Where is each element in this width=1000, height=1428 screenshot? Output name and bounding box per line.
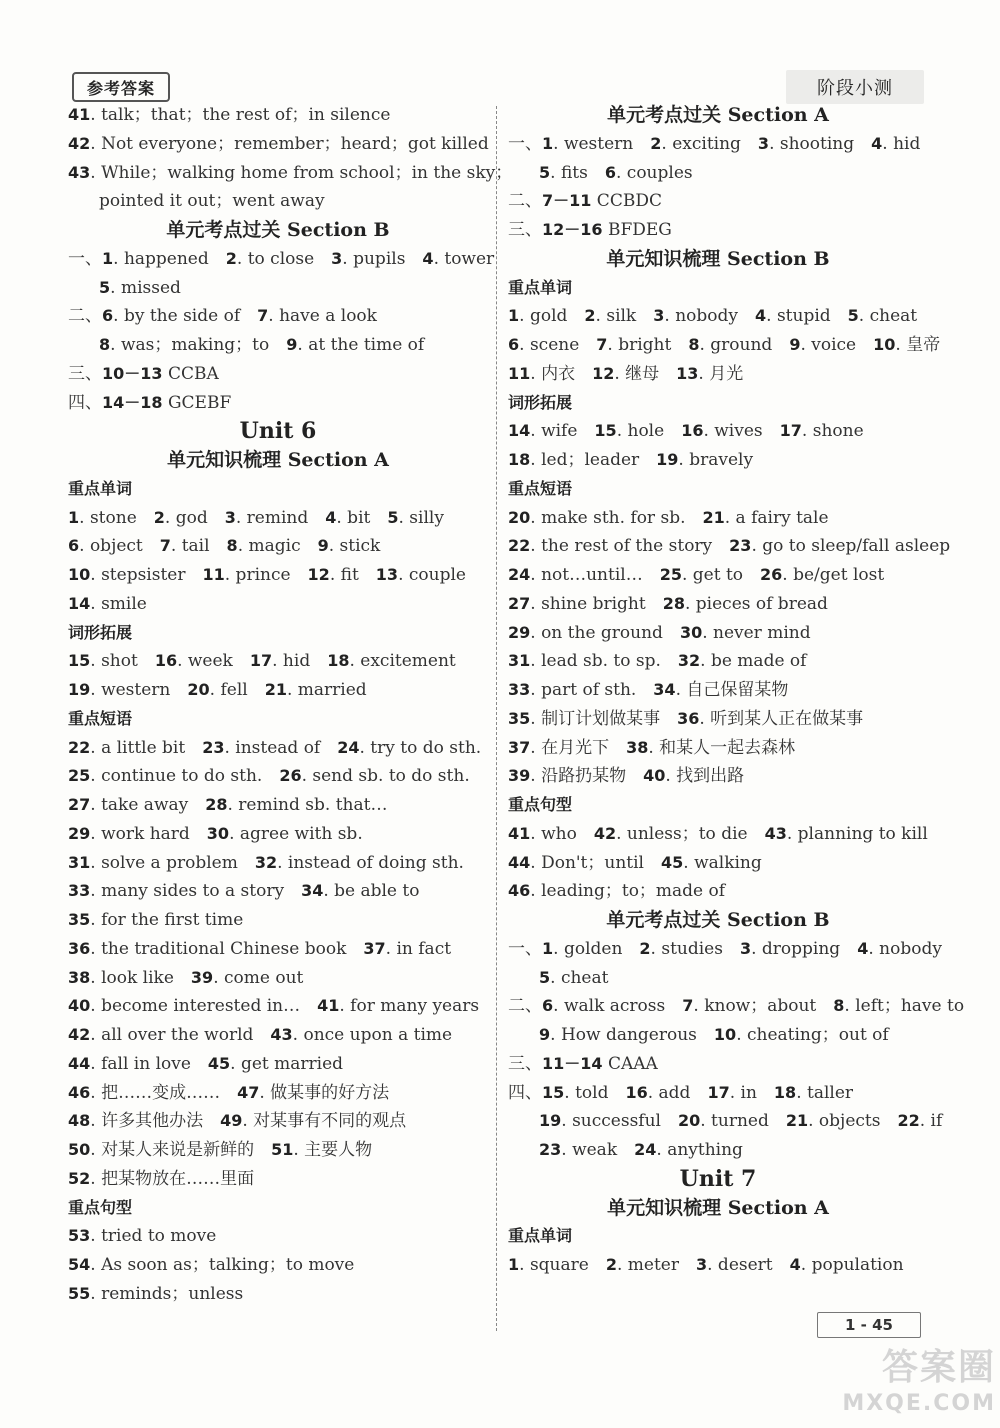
section-title: 单元考点过关 Section B (166, 219, 390, 241)
answer-line: 二、6. by the side of 7. have a look (68, 306, 377, 327)
answer-line: 5. missed (99, 277, 181, 298)
column-divider (496, 106, 497, 1331)
answer-line: 31. lead sb. to sp. 32. be made of (508, 651, 807, 672)
answer-line: 四、15. told 16. add 17. in 18. taller (508, 1082, 854, 1103)
answer-line: 6. object 7. tail 8. magic 9. stick (68, 536, 381, 557)
answer-line: 8. was；making；to 9. at the time of (99, 335, 425, 355)
section-title: 单元考点过关 Section A (607, 104, 829, 126)
answer-line: 一、1. western 2. exciting 3. shooting 4. hid (508, 133, 921, 154)
unit-heading: Unit 7 (679, 1165, 757, 1192)
section-title: 单元知识梳理 Section A (607, 1196, 829, 1219)
answer-line: 1. stone 2. god 3. remind 4. bit 5. silly (68, 507, 444, 528)
answer-line: 48. 许多其他办法 49. 对某事有不同的观点 (68, 1111, 407, 1132)
answer-line: 18. led；leader 19. bravely (508, 450, 754, 470)
section-title: 单元知识梳理 Section A (167, 449, 389, 471)
left-column (68, 101, 513, 1309)
answer-line: 40. become interested in… 41. for many years (68, 996, 480, 1017)
watermark-cn: 答案圈 (881, 1347, 996, 1388)
answer-line: 10. stepsister 11. prince 12. fit 13. couple (68, 565, 466, 585)
answer-line: 37. 在月光下 38. 和某人一起去森林 (508, 737, 796, 758)
answer-line: 53. tried to move (68, 1226, 217, 1247)
answer-line: 25. continue to do sth. 26. send sb. to do sth. (68, 766, 470, 787)
answer-line: 22. a little bit 23. instead of 24. try to do sth. (68, 737, 482, 758)
category-label: 重点短语 (508, 478, 573, 498)
answer-line: 38. look like 39. come out (68, 967, 304, 988)
answer-line: 55. reminds；unless (68, 1283, 244, 1304)
answer-line: 46. leading；to；made of (508, 881, 726, 902)
category-label: 词形拓展 (68, 622, 133, 642)
answer-line: 一、1. happened 2. to close 3. pupils 4. tower (68, 248, 495, 269)
section-title: 单元考点过关 Section B (606, 909, 830, 931)
answer-line: 19. successful 20. turned 21. objects 22. if (539, 1111, 943, 1132)
answer-line: 三、10－13 CCBA (68, 363, 219, 384)
answer-line: 43. While；walking home from school；in the sky； (68, 162, 513, 183)
answer-line: 22. the rest of the story 23. go to sleep/fall asleep (508, 536, 951, 557)
category-label: 重点句型 (68, 1197, 133, 1217)
unit-heading: Unit 6 (239, 418, 317, 445)
answer-line: 27. shine bright 28. pieces of bread (508, 593, 828, 614)
right-column (508, 101, 965, 1280)
answer-line: 39. 沿路扔某物 40. 找到出路 (508, 766, 745, 787)
answer-line: 44. Don't；until 45. walking (508, 852, 762, 873)
page-number: 1 - 45 (817, 1312, 921, 1338)
answer-line: 14. smile (68, 593, 147, 614)
answer-line: 24. not…until… 25. get to 26. be/get lost (508, 565, 885, 585)
answer-line: 5. cheat (539, 967, 609, 988)
answer-line: 31. solve a problem 32. instead of doing sth. (68, 852, 464, 873)
answer-line: 9. How dangerous 10. cheating；out of (539, 1025, 889, 1045)
answer-line: 42. all over the world 43. once upon a time (68, 1025, 453, 1045)
answer-line: 23. weak 24. anything (539, 1140, 743, 1160)
answer-line: 二、7－11 CCBDC (508, 191, 662, 212)
answer-line: 33. many sides to a story 34. be able to (68, 881, 420, 902)
category-label: 重点单词 (68, 478, 133, 498)
answer-line: 36. the traditional Chinese book 37. in fact (68, 938, 452, 959)
answer-line: 41. talk；that；the rest of；in silence (68, 105, 391, 125)
answer-line: 29. work hard 30. agree with sb. (68, 823, 363, 844)
answer-line: 41. who 42. unless；to die 43. planning to kill (508, 823, 928, 844)
section-title: 单元知识梳理 Section B (606, 247, 830, 270)
answer-line: 三、11－14 CAAA (508, 1053, 658, 1074)
answer-line: 35. 制订计划做某事 36. 听到某人正在做某事 (508, 708, 864, 729)
answer-line: 1. gold 2. silk 3. nobody 4. stupid 5. cheat (508, 306, 918, 327)
answer-line: 42. Not everyone；remember；heard；got killed (68, 133, 489, 154)
answer-line: 27. take away 28. remind sb. that… (68, 795, 388, 815)
category-label: 重点短语 (68, 708, 133, 728)
answer-line: 35. for the first time (68, 910, 244, 930)
answer-line: 44. fall in love 45. get married (68, 1053, 344, 1074)
answer-line: 四、14－18 GCEBF (68, 392, 232, 413)
answer-line: 一、1. golden 2. studies 3. dropping 4. nobody (508, 938, 942, 959)
answer-line: pointed it out；went away (99, 191, 325, 212)
answer-line: 5. fits 6. couples (539, 162, 693, 183)
answer-line: 三、12－16 BFDEG (508, 220, 672, 240)
answer-key-label: 参考答案 (72, 72, 170, 102)
answer-line: 19. western 20. fell 21. married (68, 680, 367, 700)
answer-line: 11. 内衣 12. 继母 13. 月光 (508, 363, 744, 384)
answer-line: 二、6. walk across 7. know；about 8. left；have to (508, 996, 965, 1017)
answer-line: 52. 把某物放在……里面 (68, 1168, 255, 1189)
category-label: 重点单词 (508, 277, 573, 297)
answer-line: 20. make sth. for sb. 21. a fairy tale (508, 507, 829, 528)
category-label: 词形拓展 (508, 392, 573, 412)
watermark (842, 1340, 996, 1424)
answer-line: 50. 对某人来说是新鲜的 51. 主要人物 (68, 1140, 373, 1160)
category-label: 重点单词 (508, 1226, 573, 1246)
answer-line: 6. scene 7. bright 8. ground 9. voice 10. 皇帝 (508, 335, 941, 355)
answer-line: 33. part of sth. 34. 自己保留某物 (508, 680, 789, 700)
answer-line: 1. square 2. meter 3. desert 4. population (508, 1255, 904, 1275)
watermark-en: MXQE.COM (842, 1391, 996, 1416)
category-label: 重点句型 (508, 795, 573, 814)
answer-line: 15. shot 16. week 17. hid 18. excitement (68, 651, 456, 672)
answer-line: 29. on the ground 30. never mind (508, 622, 811, 643)
answer-line: 54. As soon as；talking；to move (68, 1255, 355, 1275)
answer-line: 46. 把……变成…… 47. 做某事的好方法 (68, 1082, 390, 1103)
stage-test-label: 阶段小测 (786, 70, 924, 104)
answer-line: 14. wife 15. hole 16. wives 17. shone (508, 421, 864, 442)
